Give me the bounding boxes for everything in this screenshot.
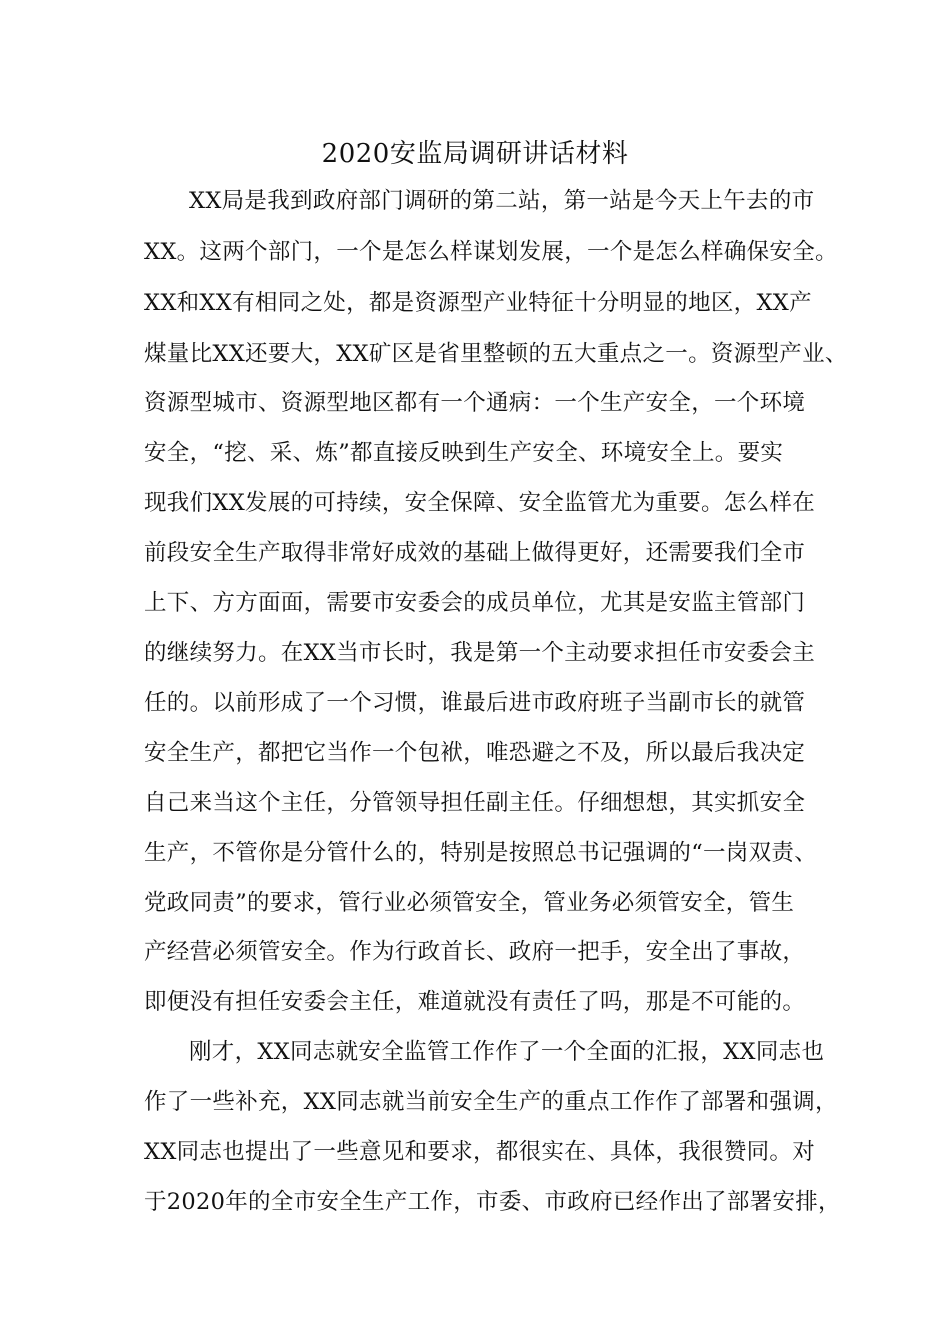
- text-line: 产经营必须管安全。作为行政首长、政府一把手，安全出了事故，: [144, 939, 806, 965]
- text-line: 即便没有担任安委会主任，难道就没有责任了吗，那是不可能的。: [144, 989, 806, 1015]
- text-line: 于2020年的全市安全生产工作，市委、市政府已经作出了部署安排，: [144, 1189, 841, 1215]
- text-line: 前段安全生产取得非常好成效的基础上做得更好，还需要我们全市: [144, 540, 806, 566]
- text-line: 刚才，XX同志就安全监管工作作了一个全面的汇报，XX同志也: [189, 1039, 825, 1065]
- text-line: 作了一些补充，XX同志就当前安全生产的重点工作作了部署和强调，: [144, 1089, 838, 1115]
- text-line: XX和XX有相同之处，都是资源型产业特征十分明显的地区，XX产: [144, 290, 812, 316]
- text-line: 生产，不管你是分管什么的，特别是按照总书记强调的“一岗双责、: [144, 840, 818, 866]
- text-line: 资源型城市、资源型地区都有一个通病：一个生产安全，一个环境: [144, 390, 806, 416]
- text-line: 自己来当这个主任，分管领导担任副主任。仔细想想，其实抓安全: [144, 790, 806, 816]
- text-line: 安全，“挖、采、炼”都直接反映到生产安全、环境安全上。要实: [144, 440, 784, 466]
- text-line: 任的。以前形成了一个习惯，谁最后进市政府班子当副市长的就管: [144, 690, 806, 716]
- text-line: 现我们XX发展的可持续，安全保障、安全监管尤为重要。怎么样在: [144, 490, 816, 516]
- text-line: 煤量比XX还要大，XX矿区是省里整顿的五大重点之一。资源型产业、: [144, 341, 848, 367]
- text-line: 上下、方方面面，需要市安委会的成员单位，尤其是安监主管部门: [144, 590, 806, 616]
- text-line: XX局是我到政府部门调研的第二站，第一站是今天上午去的市: [189, 188, 815, 214]
- text-line: 的继续努力。在XX当市长时，我是第一个主动要求担任市安委会主: [144, 640, 816, 666]
- text-line: 党政同责”的要求，管行业必须管安全，管业务必须管安全，管生: [144, 890, 795, 916]
- document-title: 2020安监局调研讲话材料: [321, 139, 629, 169]
- text-line: XX。这两个部门，一个是怎么样谋划发展，一个是怎么样确保安全。: [144, 239, 838, 265]
- text-line: XX同志也提出了一些意见和要求，都很实在、具体，我很赞同。对: [144, 1139, 816, 1165]
- text-line: 安全生产，都把它当作一个包袱，唯恐避之不及，所以最后我决定: [144, 740, 806, 766]
